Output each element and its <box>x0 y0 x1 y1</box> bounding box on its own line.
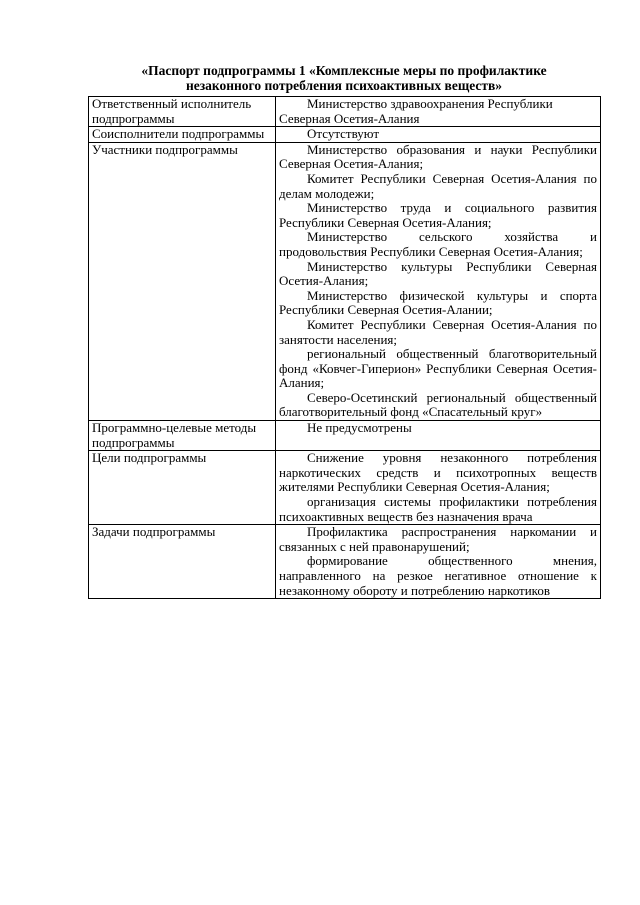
row-label: Соисполнители подпрограммы <box>89 127 276 143</box>
row-label: Участники подпрограммы <box>89 142 276 420</box>
value-paragraph: региональный общественный благотворительный фонд «Ковчег-Гиперион» Республики Северная Осетия-Алания; <box>279 346 597 391</box>
row-label: Задачи подпрограммы <box>89 525 276 599</box>
row-value <box>276 127 601 143</box>
value-paragraph: Профилактика распространения наркомании и связанных с ней правонарушений; <box>279 524 597 554</box>
row-label: Цели подпрограммы <box>89 451 276 525</box>
table-row-responsible <box>89 97 601 127</box>
table-row-methods <box>89 421 601 451</box>
row-value <box>276 97 601 127</box>
value-paragraph: Отсутствуют <box>307 126 380 142</box>
value-paragraph: Министерство труда и социального развития Республики Северная Осетия-Алания; <box>279 200 597 230</box>
row-label: Ответственный исполнитель подпрограммы <box>89 97 276 127</box>
document-title <box>88 63 600 93</box>
value-paragraph: Комитет Республики Северная Осетия-Алания по занятости населения; <box>279 316 597 347</box>
table-row-participants <box>89 142 601 420</box>
row-value <box>276 421 601 451</box>
value-paragraph: Министерство культуры Республики Северная Осетия-Алания; <box>279 258 597 289</box>
value-paragraph: Министерство сельского хозяйства и продовольствия Республики Северная Осетия-Алания; <box>279 229 597 259</box>
value-paragraph: Министерство образования и науки Республики Северная Осетия-Алания; <box>279 141 597 172</box>
table-row-tasks <box>89 525 601 599</box>
value-paragraph: Министерство здравоохранения Республики Северная Осетия-Алания <box>279 96 553 126</box>
table-row-goals <box>89 451 601 525</box>
value-paragraph: Северо-Осетинский региональный общественный благотворительный фонд «Спасательный круг» <box>279 389 597 420</box>
row-value <box>276 142 601 420</box>
row-value <box>276 451 601 525</box>
title-line-2: незаконного потребления психоактивных веществ» <box>185 78 503 93</box>
value-paragraph: Снижение уровня незаконного потребления наркотических средств и психотропных веществ жителями Республики Северная Осетия-Алания; <box>279 450 597 495</box>
row-value <box>276 525 601 599</box>
value-paragraph: Комитет Республики Северная Осетия-Алания по делам молодежи; <box>279 170 597 201</box>
value-paragraph: Министерство физической культуры и спорта Республики Северная Осетия-Алании; <box>279 287 597 318</box>
passport-table <box>88 96 601 599</box>
table-row-co-executors <box>89 127 601 143</box>
title-line-1: «Паспорт подпрограммы 1 «Комплексные меры по профилактике <box>141 63 547 78</box>
value-paragraph: формирование общественного мнения, направленного на резкое негативное отношение к незаконному обороту и потреблению наркотиков <box>279 553 597 598</box>
value-paragraph: Не предусмотрены <box>307 420 412 436</box>
value-paragraph: организация системы профилактики потребления психоактивных веществ без назначения врача <box>279 494 597 524</box>
row-label: Программно-целевые методы подпрограммы <box>89 421 276 451</box>
